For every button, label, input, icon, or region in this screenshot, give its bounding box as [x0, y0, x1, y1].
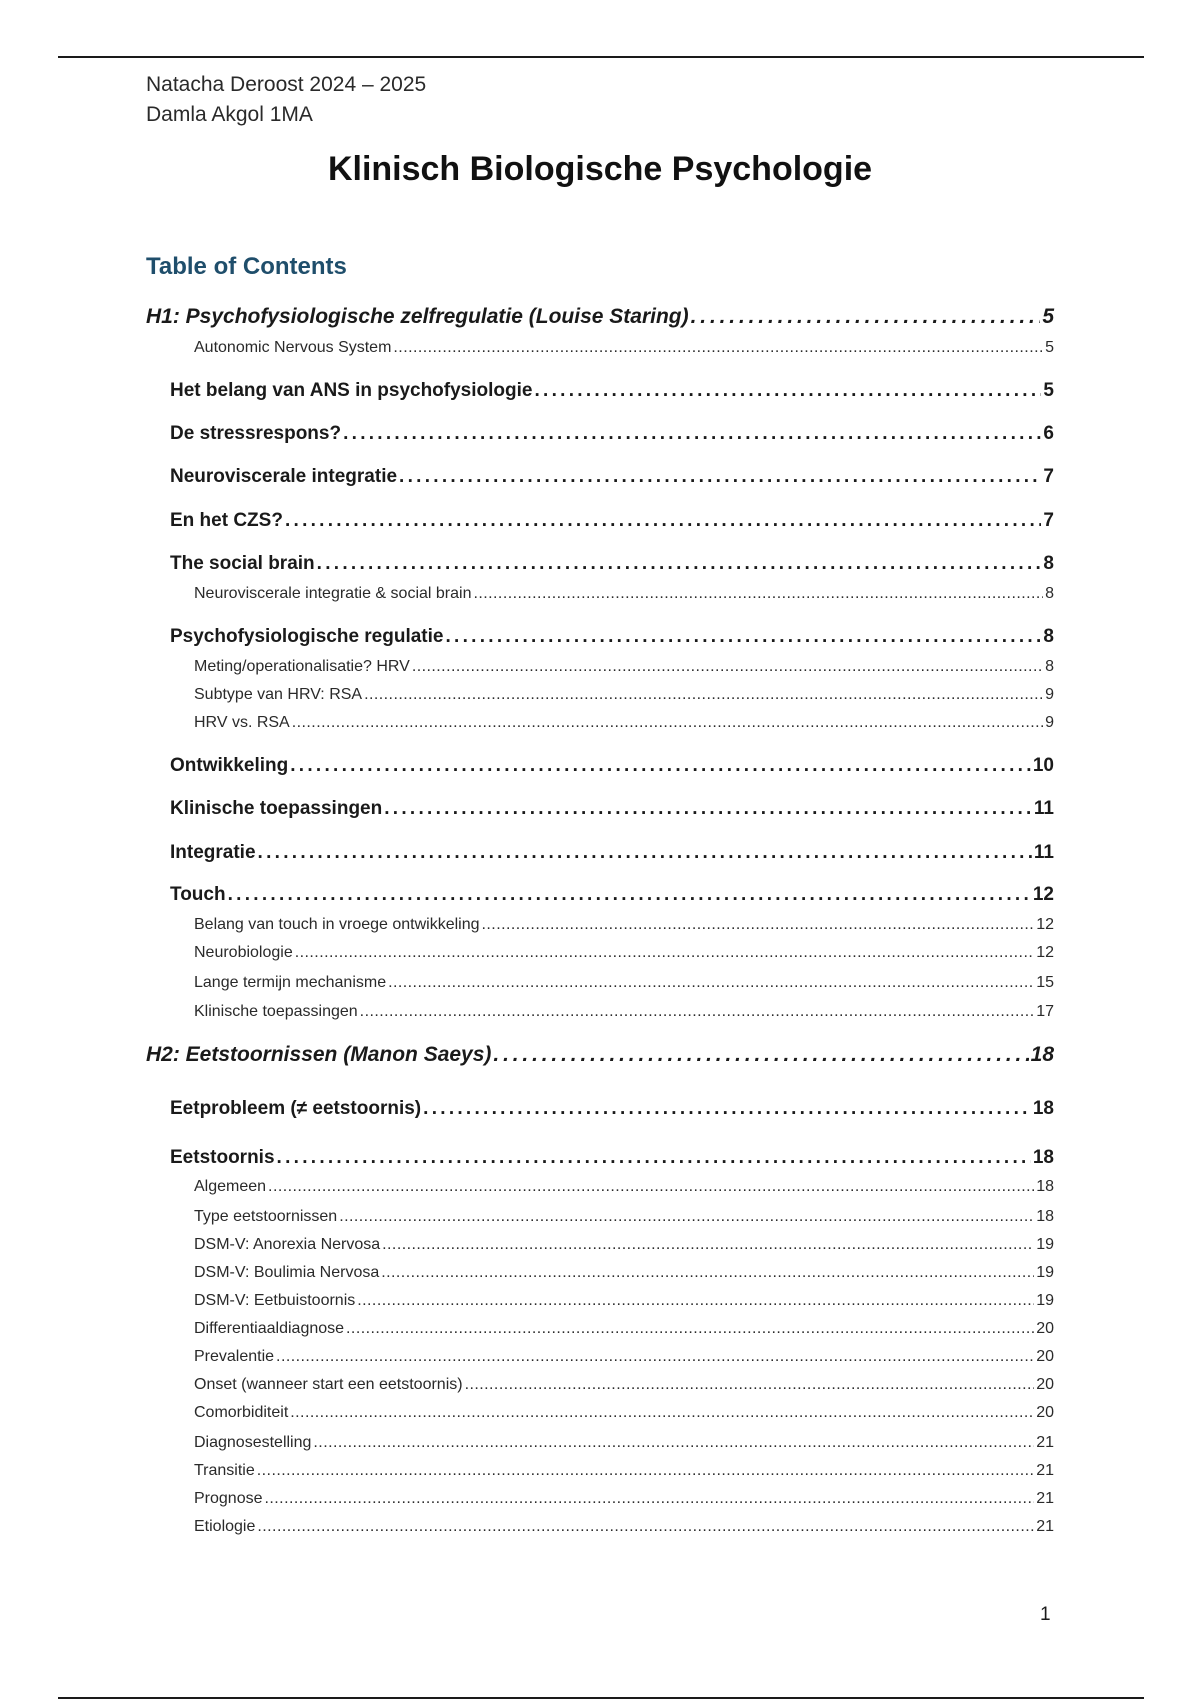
toc-entry[interactable] [194, 1462, 1054, 1480]
toc-entry[interactable] [194, 1003, 1054, 1021]
toc-entry-page: 10 [1032, 755, 1054, 776]
toc-entry-page: 20 [1036, 1348, 1054, 1365]
toc-entry[interactable] [194, 1178, 1054, 1196]
toc-entry-label: Integratie [170, 842, 256, 863]
toc-entry[interactable] [194, 1490, 1054, 1508]
toc-entry[interactable] [194, 658, 1054, 676]
toc-entry-h1[interactable] [146, 305, 1054, 329]
toc-entry[interactable] [194, 1434, 1054, 1452]
toc-entry-page: 5 [1045, 339, 1054, 356]
toc-entry-label: Onset (wanneer start een eetstoornis) [194, 1376, 463, 1393]
toc-entry-page: 18 [1032, 1098, 1054, 1119]
toc-entry-page: 11 [1033, 798, 1054, 819]
toc-entry-label: Het belang van ANS in psychofysiologie [170, 380, 533, 401]
toc-entry-label: Transitie [194, 1462, 255, 1479]
toc-entry[interactable] [170, 380, 1054, 402]
toc-entry-page: 19 [1036, 1264, 1054, 1281]
toc-entry-label: Klinische toepassingen [194, 1003, 358, 1020]
toc-entry[interactable] [194, 916, 1054, 934]
toc-entry-label: De stressrespons? [170, 423, 342, 444]
toc-entry-page: 5 [1042, 305, 1054, 328]
toc-entry-label: HRV vs. RSA [194, 714, 290, 731]
toc-entry-label: Type eetstoornissen [194, 1208, 338, 1225]
toc-entry[interactable] [194, 714, 1054, 732]
toc-entry-page: 21 [1036, 1490, 1054, 1507]
toc-heading: Table of Contents [146, 253, 347, 280]
toc-entry-page: 21 [1036, 1434, 1054, 1451]
toc-entry[interactable] [194, 585, 1054, 603]
toc-entry-page: 7 [1043, 510, 1054, 531]
toc-entry[interactable] [194, 1208, 1054, 1226]
toc-entry-page: 8 [1043, 553, 1054, 574]
toc-entry-label: Lange termijn mechanisme [194, 974, 387, 991]
bottom-rule [58, 1697, 1144, 1699]
toc-entry[interactable] [194, 974, 1054, 992]
toc-entry-page: 20 [1036, 1404, 1054, 1421]
toc-entry[interactable] [194, 686, 1054, 704]
toc-entry[interactable] [170, 755, 1054, 777]
toc-entry-page: 18 [1036, 1178, 1054, 1195]
toc-entry[interactable] [194, 1518, 1054, 1536]
toc-entry-page: 8 [1045, 658, 1054, 675]
toc-entry[interactable] [170, 1098, 1054, 1120]
toc-entry-label: Ontwikkeling [170, 755, 289, 776]
toc-entry-label: Eetstoornis [170, 1147, 275, 1168]
toc-entry-page: 12 [1036, 916, 1054, 933]
toc-entry[interactable] [194, 1348, 1054, 1366]
toc-entry-label: DSM-V: Boulimia Nervosa [194, 1264, 380, 1281]
toc-entry-label: H2: Eetstoornissen (Manon Saeys) [146, 1043, 492, 1066]
document-title: Klinisch Biologische Psychologie [327, 150, 873, 188]
toc-entry-label: H1: Psychofysiologische zelfregulatie (Louise Staring) [146, 305, 689, 328]
toc-entry-page: 11 [1033, 842, 1054, 863]
toc-entry-page: 18 [1030, 1043, 1054, 1066]
toc-entry-label: Prognose [194, 1490, 263, 1507]
toc-entry[interactable] [194, 1264, 1054, 1282]
toc-entry-page: 19 [1036, 1292, 1054, 1309]
toc-entry-label: Differentiaaldiagnose [194, 1320, 345, 1337]
toc-entry-page: 20 [1036, 1320, 1054, 1337]
toc-entry-label: En het CZS? [170, 510, 283, 531]
toc-entry[interactable] [170, 798, 1054, 820]
toc-entry-label: Neuroviscerale integratie & social brain [194, 585, 472, 602]
toc-entry[interactable] [170, 842, 1054, 864]
toc-entry-page: 19 [1036, 1236, 1054, 1253]
toc-entry[interactable] [194, 1376, 1054, 1394]
toc-entry-label: Comorbiditeit [194, 1404, 289, 1421]
toc-entry-page: 8 [1043, 626, 1054, 647]
toc-entry-label: Subtype van HRV: RSA [194, 686, 363, 703]
toc-entry-page: 20 [1036, 1376, 1054, 1393]
toc-entry-label: Meting/operationalisatie? HRV [194, 658, 410, 675]
toc-entry[interactable] [194, 339, 1054, 357]
toc-entry-page: 6 [1043, 423, 1054, 444]
toc-entry[interactable] [194, 1320, 1054, 1338]
toc-entry-label: Belang van touch in vroege ontwikkeling [194, 916, 480, 933]
toc-entry-label: DSM-V: Anorexia Nervosa [194, 1236, 381, 1253]
toc-entry[interactable] [170, 884, 1054, 906]
toc-entry-label: Neuroviscerale integratie [170, 466, 398, 487]
toc-entry[interactable] [194, 1292, 1054, 1310]
toc-entry-page: 15 [1036, 974, 1054, 991]
toc-entry-page: 12 [1036, 944, 1054, 961]
toc-entry-label: Eetprobleem (≠ eetstoornis) [170, 1098, 422, 1119]
toc-entry-label: Neurobiologie [194, 944, 293, 961]
toc-entry-label: DSM-V: Eetbuistoornis [194, 1292, 356, 1309]
toc-entry-label: Prevalentie [194, 1348, 275, 1365]
toc-entry[interactable] [170, 423, 1054, 445]
toc-entry[interactable] [170, 466, 1054, 488]
toc-entry-page: 18 [1036, 1208, 1054, 1225]
toc-entry[interactable] [170, 626, 1054, 648]
toc-entry-page: 7 [1043, 466, 1054, 487]
header-authors-line-1: Natacha Deroost 2024 – 2025 [146, 73, 427, 96]
toc-entry-page: 18 [1032, 1147, 1054, 1168]
toc-entry-page: 5 [1043, 380, 1054, 401]
toc-entry[interactable] [170, 553, 1054, 575]
toc-entry-label: Touch [170, 884, 226, 905]
toc-entry-h2[interactable] [146, 1043, 1054, 1067]
toc-entry-label: Etiologie [194, 1518, 256, 1535]
toc-entry-label: Psychofysiologische regulatie [170, 626, 444, 647]
page-number: 1 [1040, 1604, 1051, 1625]
toc-entry-label: Autonomic Nervous System [194, 339, 392, 356]
toc-entry-page: 21 [1036, 1518, 1054, 1535]
toc-entry[interactable] [194, 1404, 1054, 1422]
toc-entry-page: 9 [1045, 714, 1054, 731]
toc-entry-label: The social brain [170, 553, 315, 574]
header-authors-line-2: Damla Akgol 1MA [146, 103, 313, 126]
toc-entry-page: 12 [1032, 884, 1054, 905]
toc-entry-page: 21 [1036, 1462, 1054, 1479]
toc-entry[interactable] [170, 1147, 1054, 1169]
toc-entry[interactable] [194, 944, 1054, 962]
toc-entry-page: 17 [1036, 1003, 1054, 1020]
toc-entry[interactable] [170, 510, 1054, 532]
toc-entry-page: 9 [1045, 686, 1054, 703]
toc-entry-label: Klinische toepassingen [170, 798, 383, 819]
toc-entry[interactable] [194, 1236, 1054, 1254]
toc-entry-label: Algemeen [194, 1178, 267, 1195]
toc-entry-label: Diagnosestelling [194, 1434, 312, 1451]
toc-entry-page: 8 [1045, 585, 1054, 602]
